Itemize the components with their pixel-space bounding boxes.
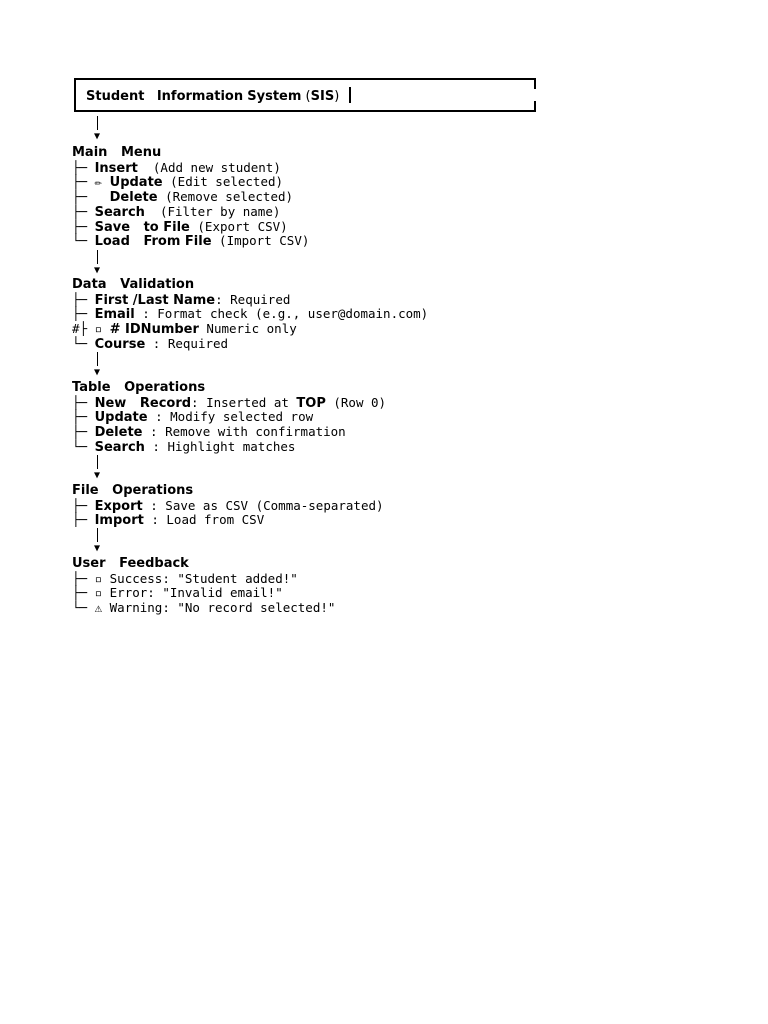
item-keyword: Export bbox=[94, 498, 143, 514]
list-item bbox=[72, 439, 295, 455]
list-item bbox=[72, 189, 293, 205]
tree-connector: ├─ bbox=[72, 409, 95, 425]
section-heading: Main Menu bbox=[72, 145, 162, 160]
item-keyword: New Record bbox=[94, 395, 192, 411]
item-keyword: Course bbox=[94, 336, 146, 352]
tree-connector: ├─ bbox=[72, 497, 95, 513]
item-keyword: # IDNumber bbox=[109, 322, 199, 338]
section-heading: Data Validation bbox=[72, 277, 195, 292]
tree-connector: └─ ⚠ bbox=[72, 600, 110, 616]
list-item bbox=[72, 498, 384, 514]
item-keyword: Insert bbox=[94, 160, 138, 176]
tree-connector: ├─ bbox=[72, 512, 95, 528]
list-item bbox=[72, 292, 290, 308]
flow-connector-line bbox=[97, 352, 98, 366]
item-description: (Filter by name) bbox=[144, 203, 281, 219]
list-item bbox=[72, 160, 281, 176]
item-keyword: TOP bbox=[296, 395, 326, 411]
item-keyword: Search bbox=[94, 439, 145, 455]
item-keyword: Load From File bbox=[94, 234, 212, 250]
item-description: : Required bbox=[145, 335, 229, 351]
flow-arrow-icon: ▼ bbox=[94, 265, 101, 276]
flow-connector-line bbox=[97, 455, 98, 469]
item-description: (Export CSV) bbox=[189, 218, 288, 234]
list-item bbox=[72, 395, 386, 411]
section-heading: User Feedback bbox=[72, 556, 189, 571]
tree-connector: └─ bbox=[72, 438, 95, 454]
item-description: : Highlight matches bbox=[144, 438, 296, 454]
tree-connector: #├ ▫ bbox=[72, 321, 110, 337]
item-keyword: Save to File bbox=[94, 219, 190, 235]
section-heading: File Operations bbox=[72, 483, 194, 498]
list-item bbox=[72, 321, 297, 337]
list-item bbox=[72, 512, 264, 528]
item-description: Success: "Student added!" bbox=[109, 570, 298, 586]
flow-arrow-icon: ▼ bbox=[94, 470, 101, 481]
list-item bbox=[72, 306, 428, 322]
item-description: : Load from CSV bbox=[143, 512, 265, 528]
list-item bbox=[72, 571, 298, 586]
tree-connector: ├─ bbox=[72, 291, 95, 307]
item-keyword: Delete bbox=[94, 425, 143, 441]
item-description: : Format check (e.g., user@domain.com) bbox=[134, 306, 429, 322]
page-title: Student Information System (SIS) bbox=[86, 87, 351, 104]
list-item bbox=[72, 204, 280, 220]
item-description: Warning: "No record selected!" bbox=[109, 600, 336, 616]
tree-connector: ├─ ▫ bbox=[72, 570, 110, 586]
item-description: (Row 0) bbox=[325, 394, 387, 410]
item-keyword: First /Last Name bbox=[94, 292, 216, 308]
tree-connector: ├─ bbox=[72, 218, 95, 234]
section-heading: Table Operations bbox=[72, 380, 206, 395]
item-keyword: Update bbox=[109, 175, 163, 191]
tree-connector: └─ bbox=[72, 233, 95, 249]
item-description: (Add new student) bbox=[137, 159, 281, 175]
flow-connector-line bbox=[97, 116, 98, 130]
tree-connector: ├─ bbox=[72, 424, 95, 440]
item-description: : Inserted at bbox=[191, 394, 297, 410]
item-description: (Remove selected) bbox=[157, 189, 294, 205]
item-description: (Edit selected) bbox=[162, 174, 284, 190]
list-item bbox=[72, 233, 309, 249]
list-item bbox=[72, 174, 283, 190]
item-keyword: Email bbox=[94, 307, 135, 323]
item-description: (Import CSV) bbox=[211, 233, 310, 249]
flow-connector-line bbox=[97, 250, 98, 264]
item-description: Numeric only bbox=[198, 321, 297, 337]
flow-arrow-icon: ▼ bbox=[94, 543, 101, 554]
title-box bbox=[74, 78, 536, 112]
item-description: : Required bbox=[215, 291, 291, 307]
item-keyword: Import bbox=[94, 513, 144, 529]
tree-connector: ├─ ✏ bbox=[72, 174, 110, 190]
list-item bbox=[72, 219, 288, 235]
tree-connector: ├─ ▫ bbox=[72, 585, 110, 601]
item-description: : Modify selected row bbox=[147, 409, 314, 425]
tree-connector: ├─ bbox=[72, 203, 95, 219]
tree-connector: ├─ bbox=[72, 394, 95, 410]
tree-connector: ├─ bbox=[72, 306, 95, 322]
tree-connector: └─ bbox=[72, 335, 95, 351]
item-description: : Remove with confirmation bbox=[142, 424, 346, 440]
list-item bbox=[72, 600, 335, 615]
item-keyword: Update bbox=[94, 410, 148, 426]
text-cursor bbox=[349, 87, 351, 103]
item-description: Error: "Invalid email!" bbox=[109, 585, 283, 601]
flow-connector-line bbox=[97, 528, 98, 542]
item-keyword: Delete bbox=[109, 190, 158, 206]
item-keyword: Search bbox=[94, 204, 145, 220]
flow-arrow-icon: ▼ bbox=[94, 367, 101, 378]
tree-connector: ├─ bbox=[72, 159, 95, 175]
item-description: : Save as CSV (Comma-separated) bbox=[142, 497, 384, 513]
tree-connector: ├─ bbox=[72, 189, 110, 205]
list-item bbox=[72, 424, 346, 440]
list-item bbox=[72, 585, 283, 600]
list-item bbox=[72, 336, 228, 352]
list-item bbox=[72, 409, 313, 425]
flow-arrow-icon: ▼ bbox=[94, 131, 101, 142]
